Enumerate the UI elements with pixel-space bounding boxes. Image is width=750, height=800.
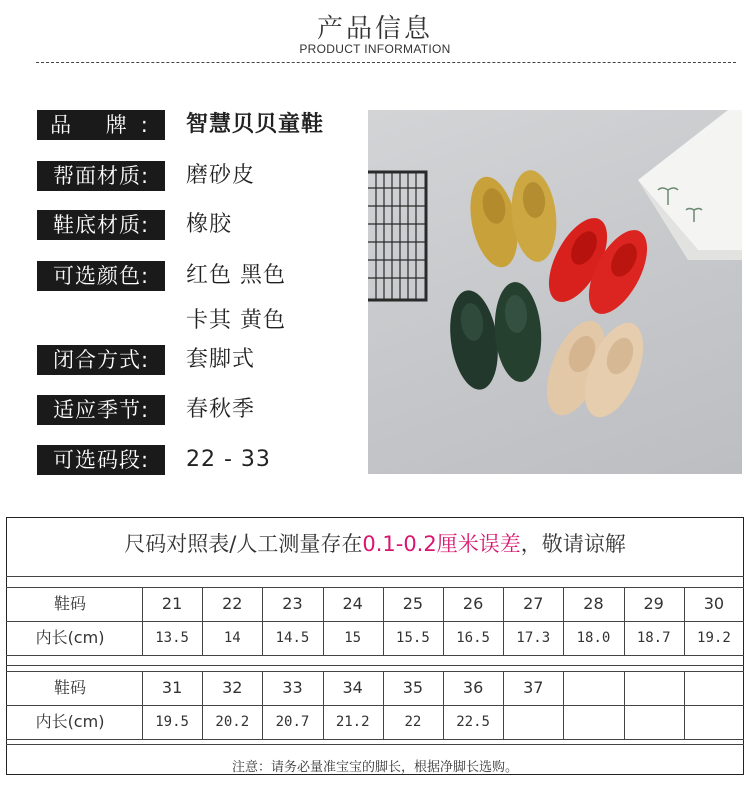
length-cell <box>563 705 623 739</box>
length-cell: 13.5 <box>155 630 189 646</box>
length-cell: 19.2 <box>697 630 731 646</box>
length-cell: 18.7 <box>636 630 671 646</box>
length-cell: 16.5 <box>456 630 490 646</box>
size-cell: 30 <box>703 594 725 613</box>
length-cell <box>624 705 684 739</box>
spec-label: 帮面材质: <box>37 161 165 191</box>
spec-label: 品 牌: <box>37 110 165 140</box>
size-cell: 28 <box>583 594 604 613</box>
spec-value: 橡胶 <box>186 212 233 237</box>
row-label-size: 鞋码 <box>53 678 86 697</box>
spec-label: 鞋底材质: <box>37 210 165 240</box>
size-cell: 25 <box>402 594 424 613</box>
spec-label: 可选码段: <box>37 445 165 475</box>
size-cell: 36 <box>462 678 484 697</box>
length-cell <box>684 705 744 739</box>
shoes-illustration <box>368 110 742 474</box>
size-cell <box>684 671 744 705</box>
size-cell <box>624 671 684 705</box>
length-cell: 14.5 <box>275 630 310 646</box>
section-title: 产品信息 <box>316 14 433 44</box>
spec-value: 磨砂皮 <box>186 163 256 188</box>
length-cell: 20.2 <box>215 714 250 730</box>
table-rule <box>6 665 744 666</box>
size-chart-note: 注意：请务必量准宝宝的脚长，根据净脚长选购。 <box>231 760 518 775</box>
length-cell <box>503 705 563 739</box>
spec-value: 智慧贝贝童鞋 <box>186 112 325 137</box>
spec-value-continued: 卡其 黄色 <box>186 308 286 333</box>
row-label-size: 鞋码 <box>53 594 86 613</box>
open-book <box>638 110 742 260</box>
length-cell: 21.2 <box>335 714 370 730</box>
length-cell: 22 <box>404 714 422 730</box>
spec-value: 红色 黑色 <box>186 263 286 288</box>
product-photo <box>368 110 742 474</box>
size-cell: 22 <box>222 594 243 613</box>
spec-value: 22 - 33 <box>186 447 271 472</box>
table-rule <box>6 739 744 740</box>
length-cell: 20.7 <box>275 714 310 730</box>
error-range-highlight: 0.1-0.2厘米误差 <box>362 532 521 556</box>
size-cell: 34 <box>342 678 363 697</box>
shoe-pair-beige <box>535 313 655 426</box>
spec-value: 套脚式 <box>186 347 256 372</box>
spec-label: 适应季节: <box>37 395 165 425</box>
dashed-divider <box>36 62 736 63</box>
shoe-pair-yellow <box>463 168 561 272</box>
spec-label: 闭合方式: <box>37 345 165 375</box>
spec-label: 可选颜色: <box>37 261 165 291</box>
length-cell: 18.0 <box>576 630 611 646</box>
table-rule <box>6 744 744 745</box>
size-cell: 35 <box>402 678 424 697</box>
row-label-length: 内长(cm) <box>35 712 105 731</box>
size-cell: 23 <box>282 594 303 613</box>
size-cell: 24 <box>342 594 363 613</box>
size-cell: 31 <box>161 678 183 697</box>
length-cell: 17.3 <box>516 630 551 646</box>
table-rule <box>6 655 744 656</box>
size-chart-title: 尺码对照表/人工测量存在0.1-0.2厘米误差，敬请谅解 <box>124 532 626 556</box>
length-cell: 15 <box>344 630 362 646</box>
table-rule <box>6 576 744 577</box>
size-cell: 27 <box>523 594 544 613</box>
spec-value: 春秋季 <box>186 397 256 422</box>
size-cell <box>563 671 623 705</box>
length-cell: 19.5 <box>155 714 189 730</box>
length-cell: 14 <box>223 630 241 646</box>
row-label-length: 内长(cm) <box>35 628 105 647</box>
size-cell: 32 <box>222 678 243 697</box>
length-cell: 22.5 <box>456 714 490 730</box>
size-cell: 21 <box>161 594 183 613</box>
cooling-rack <box>368 172 426 300</box>
shoe-pair-green <box>444 281 544 393</box>
size-cell: 26 <box>462 594 484 613</box>
size-cell: 37 <box>523 678 544 697</box>
size-cell: 33 <box>282 678 303 697</box>
section-subtitle: PRODUCT INFORMATION <box>299 42 451 56</box>
size-cell: 29 <box>643 594 664 613</box>
length-cell: 15.5 <box>396 630 430 646</box>
